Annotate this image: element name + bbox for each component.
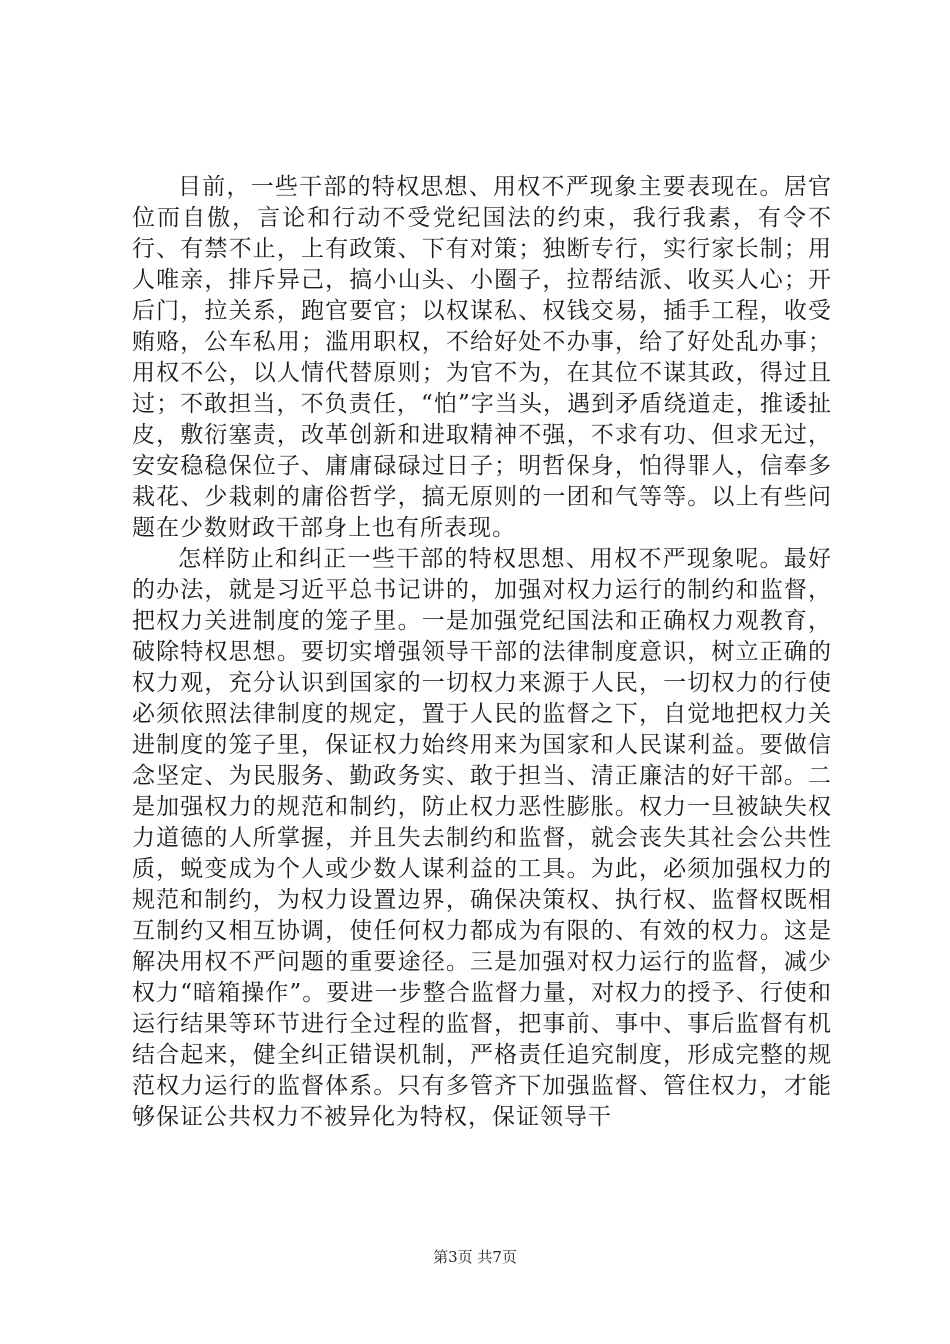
paragraph-1: 目前，一些干部的特权思想、用权不严现象主要表现在。居官位而自傲，言论和行动不受党纪国法的约束，我行我素，有令不行、有禁不止，上有政策、下有对策；独断专行，实行家长制；用人唯亲，排斥异己，搞小山头、小圈子，拉帮结派、收买人心；开后门，拉关系，跑官要官；以权谋私、权钱交易，插手工程，收受贿赂，公车私用；滥用职权，不给好处不办事，给了好处乱办事；用权不公，以人情代替原则；为官不为，在其位不谋其政，得过且过；不敢担当，不负责任，“怕”字当头，遇到矛盾绕道走，推诿扯皮，敷衍塞责，改革创新和进取精神不强，不求有功、但求无过，安安稳稳保位子、庸庸碌碌过日子；明哲保身，怕得罪人，信奉多栽花、少栽刺的庸俗哲学，搞无原则的一团和气等等。以上有些问题在少数财政干部身上也有所表现。 (132, 174, 832, 541)
document-body (132, 172, 832, 1133)
paragraph-2: 怎样防止和纠正一些干部的特权思想、用权不严现象呢。最好的办法，就是习近平总书记讲的，加强对权力运行的制约和监督，把权力关进制度的笼子里。一是加强党纪国法和正确权力观教育，破除特权思想。要切实增强领导干部的法律制度意识，树立正确的权力观，充分认识到国家的一切权力来源于人民，一切权力的行使必须依照法律制度的规定，置于人民的监督之下，自觉地把权力关进制度的笼子里，保证权力始终用来为国家和人民谋利益。要做信念坚定、为民服务、勤政务实、敢于担当、清正廉洁的好干部。二是加强权力的规范和制约，防止权力恶性膨胀。权力一旦被缺失权力道德的人所掌握，并且失去制约和监督，就会丧失其社会公共性质，蜕变成为个人或少数人谋利益的工具。为此，必须加强权力的规范和制约，为权力设置边界，确保决策权、执行权、监督权既相互制约又相互协调，使任何权力都成为有限的、有效的权力。这是解决用权不严问题的重要途径。三是加强对权力运行的监督，减少权力“暗箱操作”。要进一步整合监督力量，对权力的授予、行使和运行结果等环节进行全过程的监督，把事前、事中、事后监督有机结合起来，健全纠正错误机制，严格责任追究制度，形成完整的规范权力运行的监督体系。只有多管齐下加强监督、管住权力，才能够保证公共权力不被异化为特权，保证领导干 (132, 546, 832, 1130)
page-footer: 第3页 共7页 (433, 1248, 517, 1266)
